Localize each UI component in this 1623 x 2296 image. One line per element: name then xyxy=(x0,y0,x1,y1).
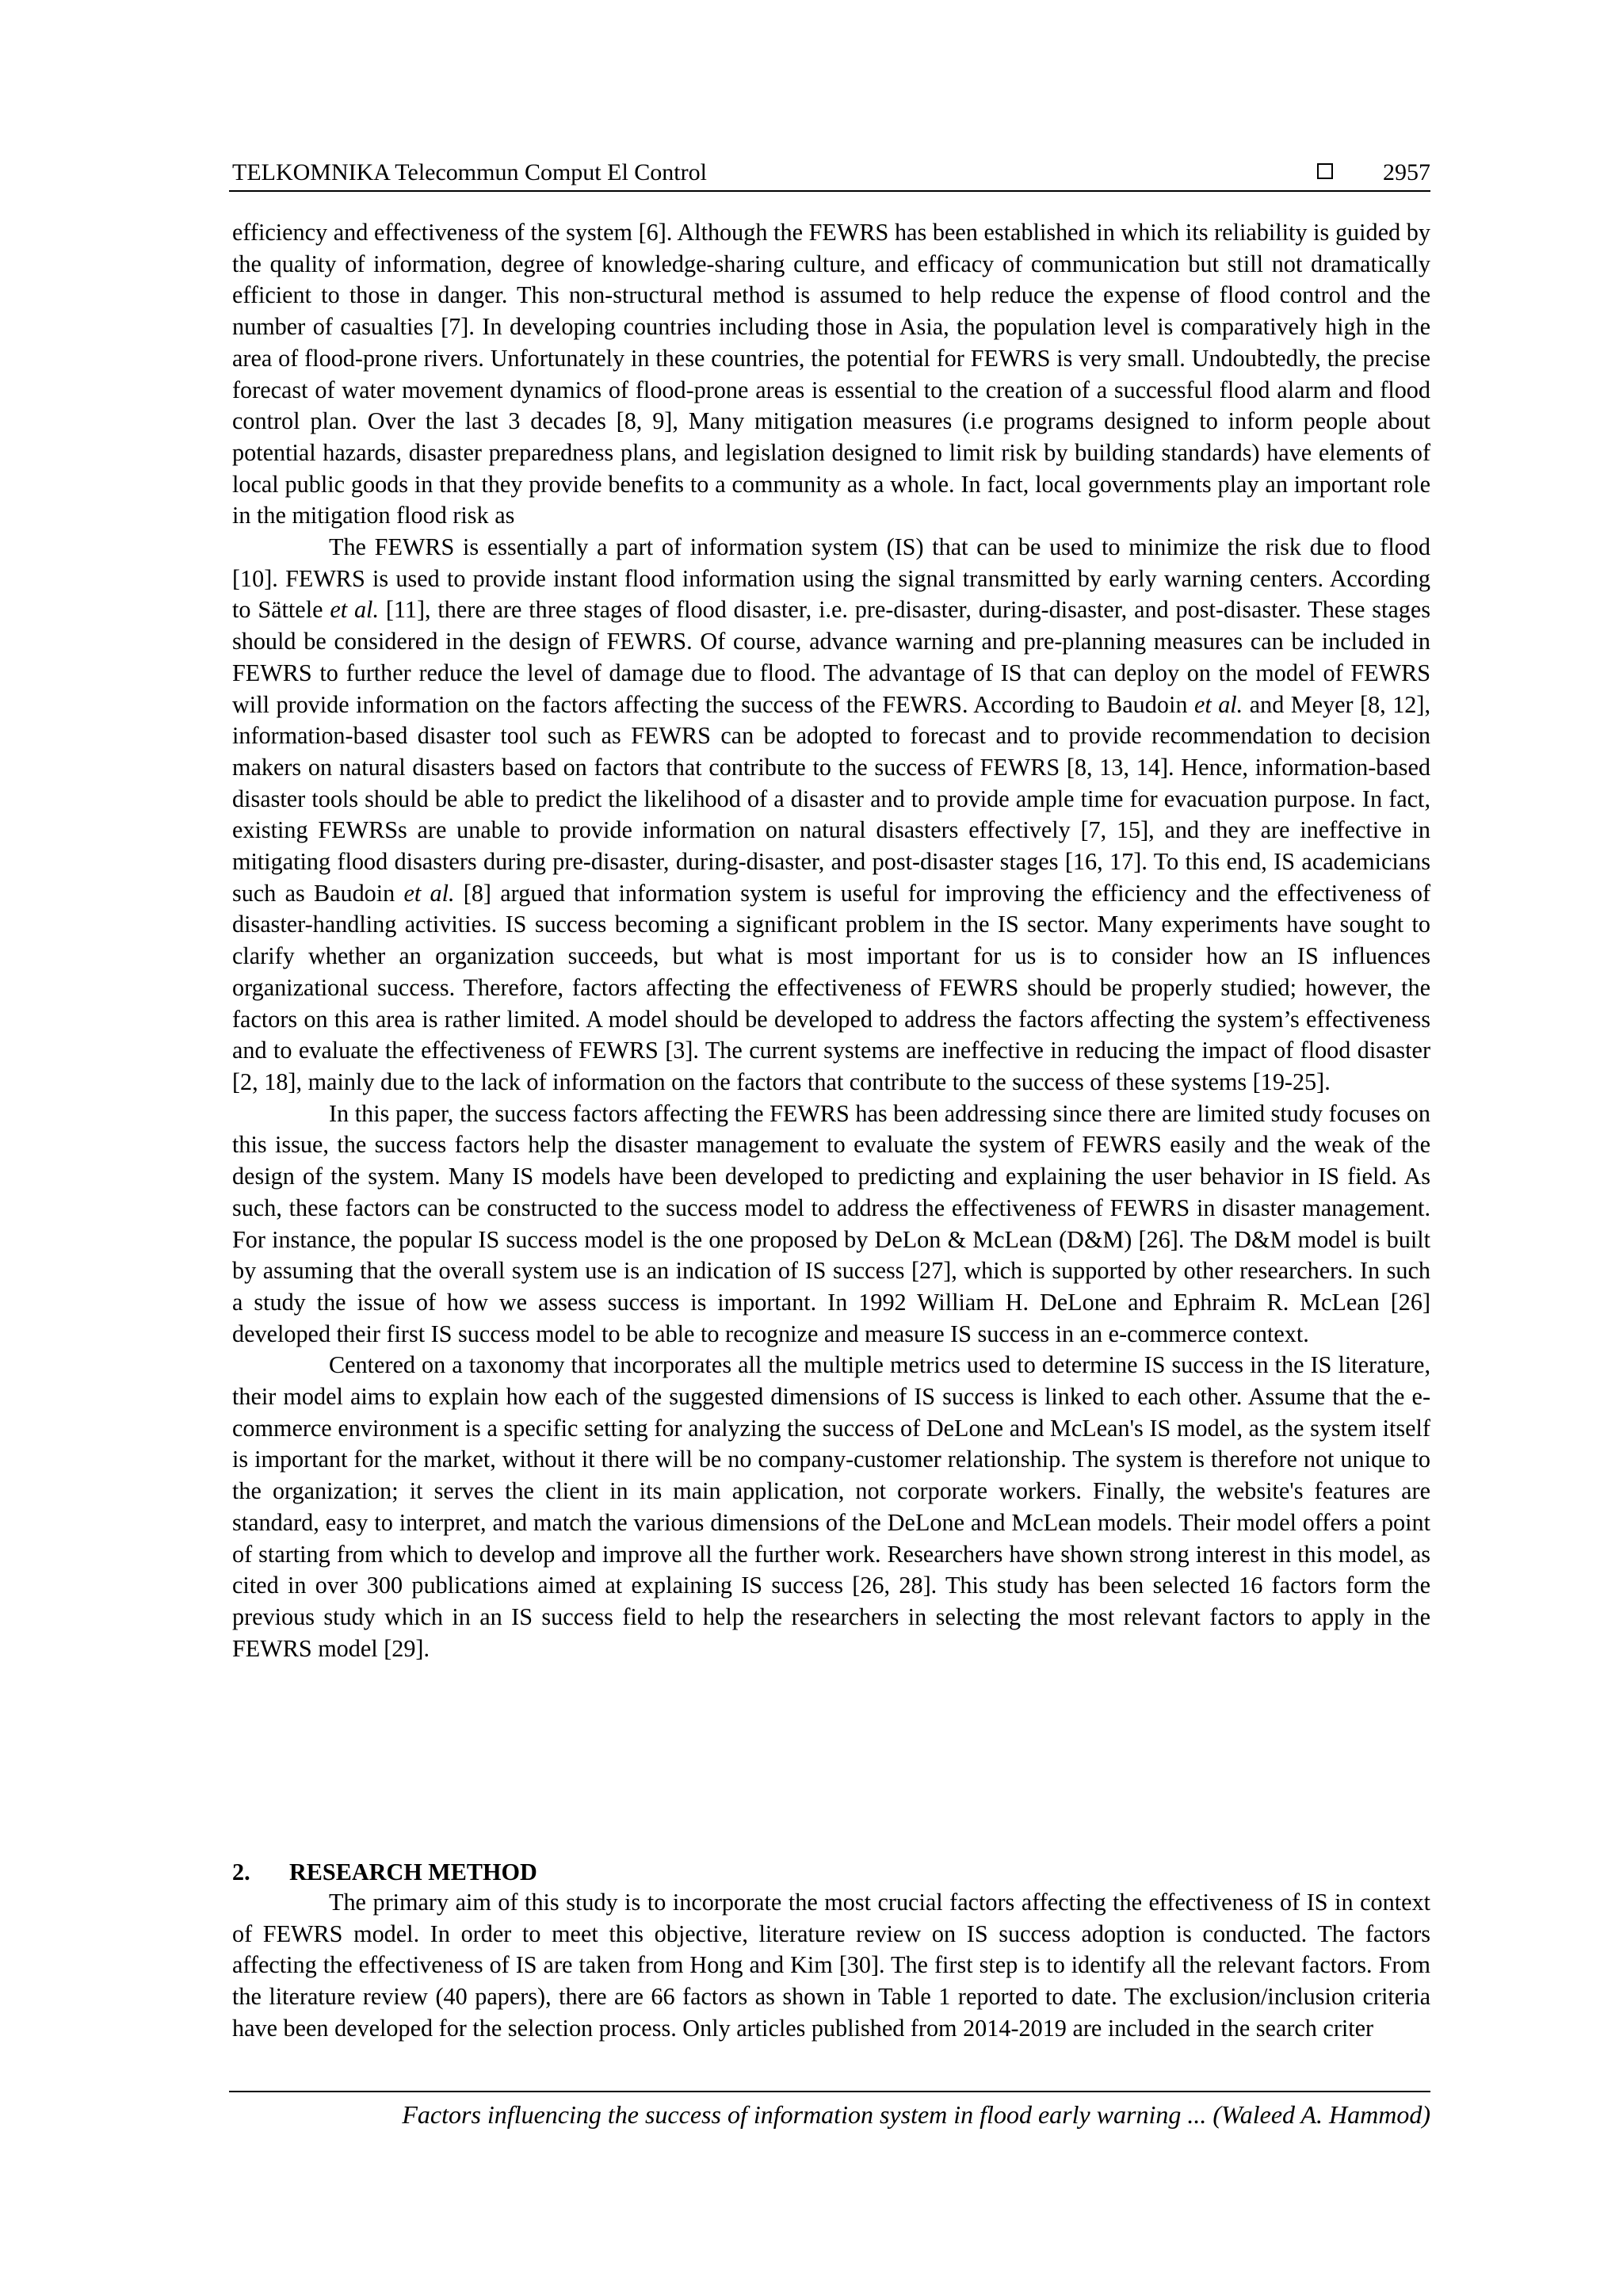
italic-run: et al. xyxy=(330,596,379,624)
text-run: [11], there are three stages of flood disaster, i.e. pre-disaster, during-disaster, and post-disaster. These stages should be considered in the design of FEWRS. Of course, advance warning and pre-planning measures can be included in FEWRS to further reduce the level of damage due to flood. The advantage of IS that can deploy on the model of FEWRS will provide information on the factors affecting the success of the FEWRS. According to Baudoin xyxy=(232,596,1430,718)
body-paragraph xyxy=(232,217,1430,532)
text-run: The FEWRS is essentially a part of information system (IS) that can be used to minimize the risk due to flood [10]. FEWRS is used to provide instant flood information using the signal transmitted by early warning centers. According to Sättele xyxy=(232,533,1430,624)
body-paragraph xyxy=(232,1350,1430,1664)
footer-rule xyxy=(229,2091,1430,2092)
running-footer: Factors influencing the success of information system in flood early warning ... (Waleed A. Hammod) xyxy=(402,2100,1430,2129)
section-number: 2. xyxy=(232,1859,250,1885)
checkbox-bullet-icon xyxy=(1317,163,1333,179)
text-run: [8] argued that information system is useful for improving the efficiency and the effectiveness of disaster-handling activities. IS success becoming a significant problem in the IS sector. Many experiments have sought to clarify whether an organization succeeds, but what is most important for us is to consider how an IS influences organizational success. Therefore, factors affecting the effectiveness of FEWRS should be properly studied; however, the factors on this area is rather limited. A model should be developed to address the factors affecting the system’s effectiveness and to evaluate the effectiveness of FEWRS [3]. The current systems are ineffective in reducing the impact of flood disaster [2, 18], mainly due to the lack of information on the factors that contribute to the success of these systems [19-25]. xyxy=(232,879,1430,1095)
section-heading xyxy=(232,1856,1430,1888)
page-header xyxy=(232,154,1430,192)
italic-run: et al. xyxy=(1193,690,1243,718)
journal-name: TELKOMNIKA Telecommun Comput El Control xyxy=(232,159,707,185)
section-paragraph: The primary aim of this study is to incorporate the most crucial factors affecting the effectiveness of IS in context of FEWRS model. In order to meet this objective, literature review on IS success adoption is conducted. The factors affecting the effectiveness of IS are taken from Hong and Kim [30]. The first step is to identify all the relevant factors. From the literature review (40 papers), there are 66 factors as shown in Table 1 reported to date. The exclusion/inclusion criteria have been developed for the selection process. Only articles published from 2014-2019 are included in the search criter xyxy=(232,1889,1430,2042)
header-rule xyxy=(229,190,1430,192)
body-paragraph xyxy=(232,1098,1430,1350)
body-text xyxy=(232,217,1430,1664)
section-body xyxy=(232,1887,1430,2045)
text-run: efficiency and effectiveness of the system [6]. Although the FEWRS has been established in which its reliability is guided by the quality of information, degree of knowledge-sharing culture, and efficacy of communication but still not dramatically efficient to those in danger. This non-structural method is assumed to help reduce the expense of flood control and the number of casualties [7]. In developing countries including those in Asia, the population level is comparatively high in the area of flood-prone rivers. Unfortunately in these countries, the potential for FEWRS is very small. Undoubtedly, the precise forecast of water movement dynamics of flood-prone areas is essential to the creation of a successful flood alarm and flood control plan. Over the last 3 decades [8, 9], Many mitigation measures (i.e programs designed to inform people about potential hazards, disaster preparedness plans, and legislation designed to limit risk by building standards) have elements of local public goods in that they provide benefits to a community as a whole. In fact, local governments play an important role in the mitigation flood risk as xyxy=(232,219,1430,529)
text-run: Centered on a taxonomy that incorporates all the multiple metrics used to determine IS success in the IS literature, their model aims to explain how each of the suggested dimensions of IS success is linked to each other. Assume that the e-commerce environment is a specific setting for analyzing the success of DeLone and McLean's IS model, as the system itself is important for the market, without it there will be no company-customer relationship. The system is therefore not unique to the organization; it serves the client in its main application, not corporate workers. Finally, the website's features are standard, easy to interpret, and match the various dimensions of the DeLone and McLean models. Their model offers a point of starting from which to develop and improve all the further work. Researchers have shown strong interest in this model, as cited in over 300 publications aimed at explaining IS success [26, 28]. This study has been selected 16 factors form the previous study which in an IS success field to help the researchers in selecting the most relevant factors to apply in the FEWRS model [29]. xyxy=(232,1351,1430,1662)
section-title: RESEARCH METHOD xyxy=(289,1859,537,1885)
text-run: and Meyer [8, 12], information-based disaster tool such as FEWRS can be adopted to forecast and to provide recommendation to decision makers on natural disasters based on factors that contribute to the success of FEWRS [8, 13, 14]. Hence, information-based disaster tools should be able to predict the likelihood of a disaster and to provide ample time for evacuation purpose. In fact, existing FEWRSs are unable to provide information on natural disasters effectively [7, 15], and they are ineffective in mitigating flood disasters during pre-disaster, during-disaster, and post-disaster stages [16, 17]. To this end, IS academicians such as Baudoin xyxy=(232,690,1430,907)
text-run: In this paper, the success factors affecting the FEWRS has been addressing since there are limited study focuses on this issue, the success factors help the disaster management to evaluate the system of FEWRS easily and the weak of the design of the system. Many IS models have been developed to predicting and explaining the user behavior in IS field. As such, these factors can be constructed to the success model to address the effectiveness of FEWRS in disaster management. For instance, the popular IS success model is the one proposed by DeLon & McLean (D&M) [26]. The D&M model is built by assuming that the overall system use is an indication of IS success [27], which is supported by other researchers. In such a study the issue of how we assess success is important. In 1992 William H. DeLone and Ephraim R. McLean [26] developed their first IS success model to be able to recognize and measure IS success in an e-commerce context. xyxy=(232,1099,1430,1347)
page-number: 2957 xyxy=(1383,159,1430,185)
italic-run: et al. xyxy=(403,879,455,907)
body-paragraph xyxy=(232,532,1430,1098)
